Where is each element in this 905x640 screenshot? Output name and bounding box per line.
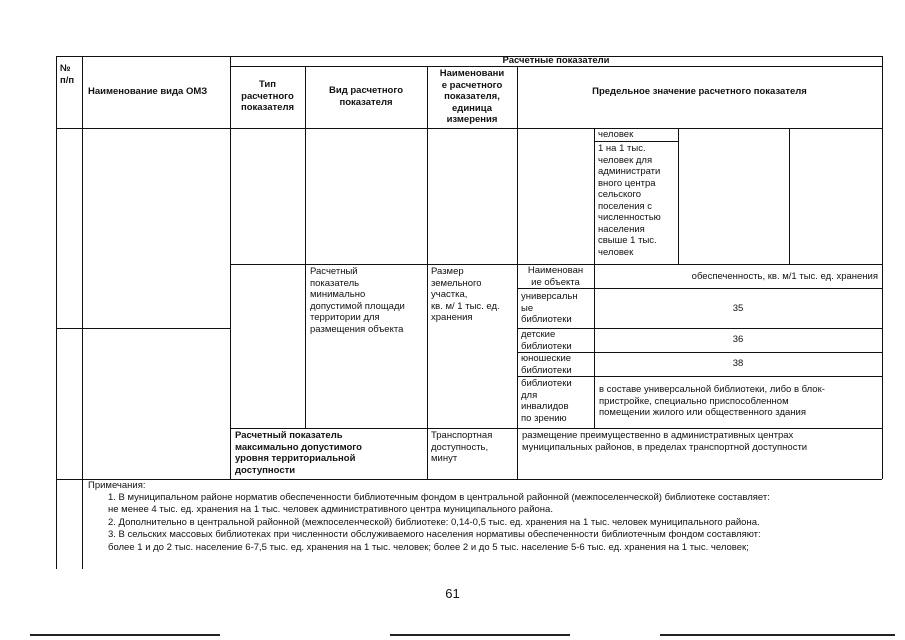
header-bottom-rule — [56, 128, 882, 129]
area-row-name-universal: универсальн ые библиотеки — [521, 291, 578, 325]
area-row-name-blind: библиотеки для инвалидов по зрению — [521, 378, 572, 424]
access-unit: Транспортная доступность, минут — [431, 430, 493, 464]
table-right-border — [882, 56, 883, 479]
area-row-value-youth: 38 — [732, 358, 744, 369]
table-left-border — [56, 56, 57, 569]
header-num: № п/п — [60, 63, 75, 86]
scan-edge-line-right — [660, 634, 895, 636]
area-row-name-youth: юношеские библиотеки — [521, 353, 572, 376]
area-row-rule-1 — [517, 288, 882, 289]
top-block-rule-1 — [594, 141, 678, 142]
top-block-divider-2 — [678, 128, 679, 264]
area-obj-header: Наименован ие объекта — [527, 265, 584, 288]
access-type: Расчетный показатель максимально допустимого уровня территориальной доступности — [235, 430, 362, 476]
scan-edge-line-mid — [390, 634, 570, 636]
name-col-divider — [230, 56, 231, 479]
header-unit-col: Наименовани е расчетного показателя, единица измерения — [439, 68, 505, 125]
note-line-3: 2. Дополнительно в центральной районной (межпоселенческой) библиотеке: 0,14-0,5 тыс. ед. хранения на 1 тыс. человек муниципального района. — [108, 517, 760, 528]
area-row-rule-3 — [517, 352, 882, 353]
area-row-value-blind: в составе универсальной библиотеки, либо в блок- пристройке, специально приспособленном помещении жилого или общественного здания — [599, 384, 825, 418]
header-name-col: Наименование вида ОМЗ — [88, 86, 208, 97]
header-limit-col: Предельное значение расчетного показателя — [592, 86, 807, 97]
area-row-value-children: 36 — [732, 334, 744, 345]
header-type-col: Тип расчетного показателя — [240, 79, 295, 113]
access-block-bottom-rule — [56, 479, 882, 480]
area-row-rule-4 — [517, 376, 882, 377]
header-kind-col: Вид расчетного показателя — [329, 85, 403, 108]
note-line-1: 1. В муниципальном районе норматив обеспеченности библиотечным фондом в центральной районной (межпоселенческой) библиотеке составляет: — [108, 492, 770, 503]
access-value: размещение преимущественно в административных центрах муниципальных районов, в пределах транспортной доступности — [522, 430, 808, 453]
header-group: Расчетные показатели — [502, 55, 610, 66]
area-row-value-universal: 35 — [732, 303, 744, 314]
type-col-divider — [305, 66, 306, 428]
note-line-2: не менее 4 тыс. ед. хранения на 1 тыс. человек административного центра муниципального района. — [108, 504, 553, 515]
note-line-4: 3. В сельских массовых библиотеках при численности обслуживаемого населения нормативы обеспеченности библиотечным фондом составляют: — [108, 529, 761, 540]
note-line-5: более 1 и до 2 тыс. население 6-7,5 тыс. ед. хранения на 1 тыс. человек; более 2 и до 5 тыс. население 5-6 тыс. ед. хранения на 1 тыс. человек; — [108, 542, 749, 553]
num-col-divider — [82, 56, 83, 569]
top-block-cell-2: 1 на 1 тыс. человек для администрати вного центра сельского поселения с численностью населения свыше 1 тыс. человек — [598, 143, 661, 258]
notes-title: Примечания: — [88, 480, 146, 491]
area-block-bottom-rule — [230, 428, 882, 429]
area-row-rule-2 — [517, 328, 882, 329]
area-kind: Расчетный показатель минимально допустимой площади территории для размещения объекта — [310, 266, 405, 335]
area-unit: Размер земельного участка, кв. м/ 1 тыс. ед. хранения — [431, 266, 500, 323]
page-number: 61 — [445, 586, 460, 601]
area-value-header: обеспеченность, кв. м/1 тыс. ед. хранения — [691, 271, 878, 282]
top-block-divider-1 — [594, 128, 595, 428]
top-block-divider-3 — [789, 128, 790, 264]
top-block-cell-1: человек — [598, 129, 634, 140]
kind-col-divider — [427, 66, 428, 479]
scan-edge-line-left — [30, 634, 220, 636]
area-row-name-children: детские библиотеки — [521, 329, 572, 352]
